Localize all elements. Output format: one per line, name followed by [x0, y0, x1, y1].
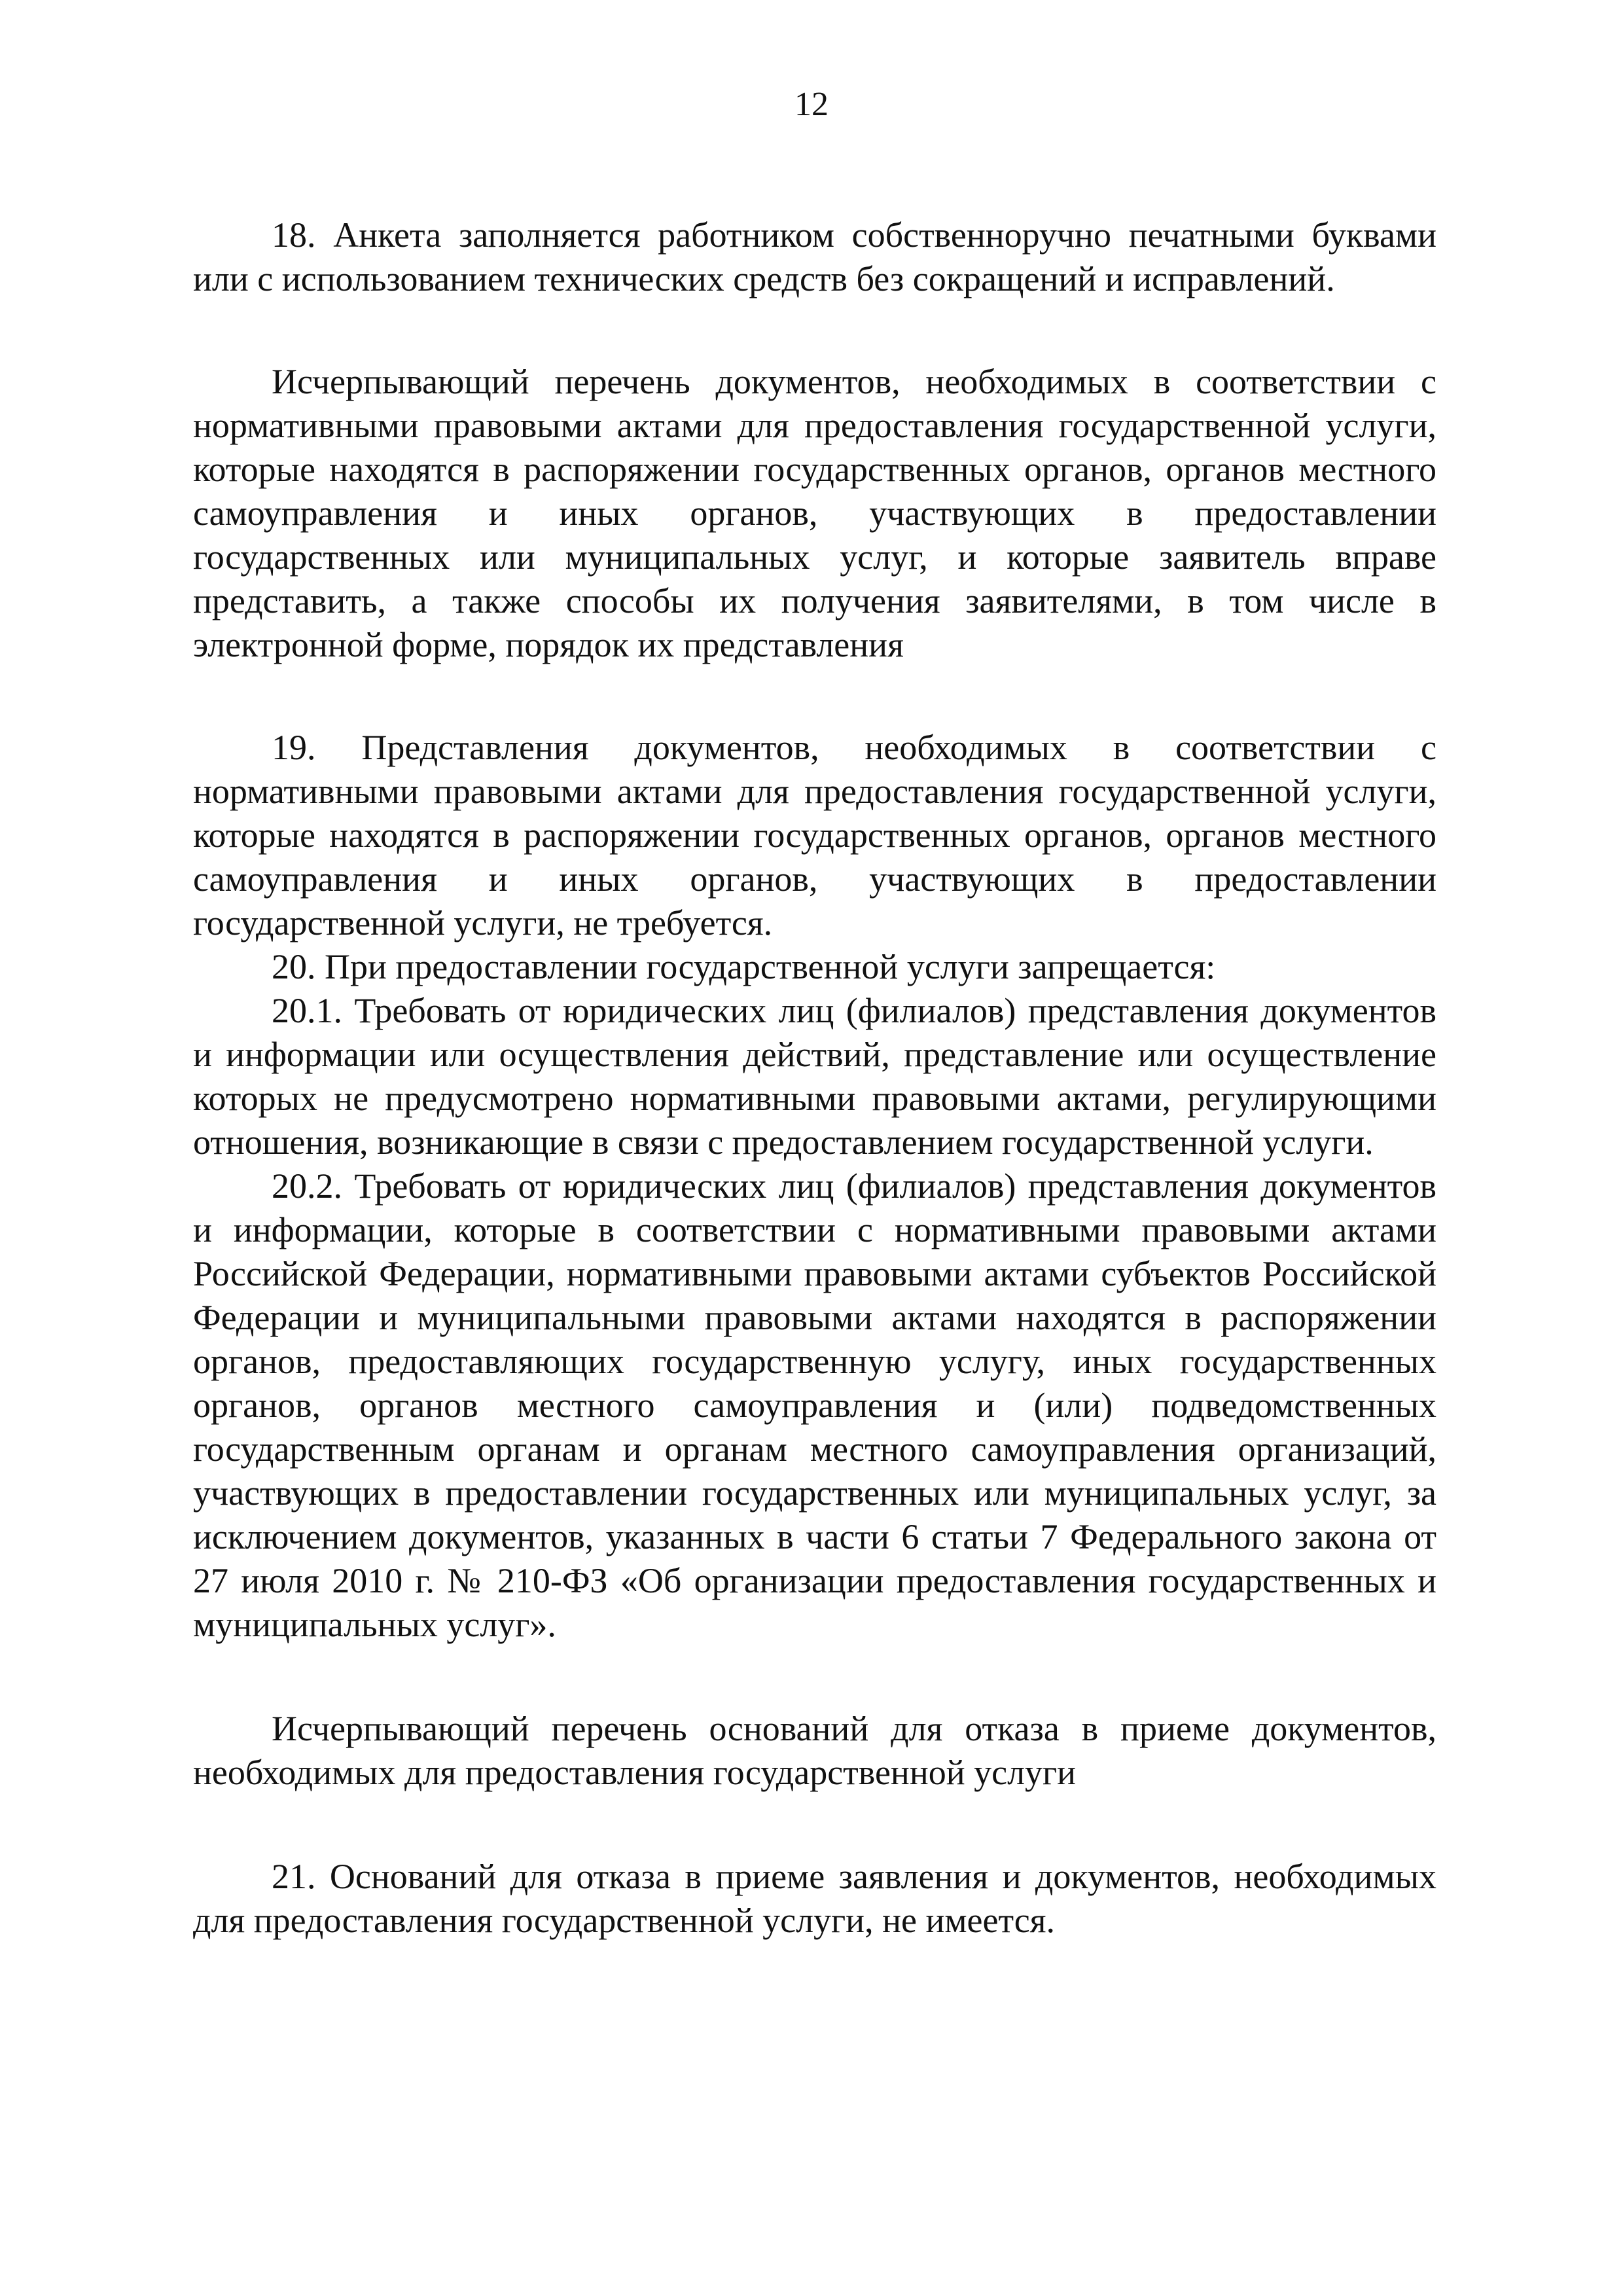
- section-heading-refusal: Исчерпывающий перечень оснований для отказа в приеме документов, необходимых для предоставления государственной услуги: [193, 1709, 1436, 1792]
- section-heading-documents: Исчерпывающий перечень документов, необходимых в соответствии с нормативными правовыми актами для предоставления государственной услуги, которые находятся в распоряжении государственных органов, органов местного самоуправления и иных органов, участвующих в предоставлении государственных или муниципальных услуг, и которые заявитель вправе представить, а также способы их получения заявителями, в том числе в электронной форме, порядок их представления: [193, 362, 1436, 664]
- paragraph-20-1: 20.1. Требовать от юридических лиц (филиалов) представления документов и информации или осуществления действий, представление или осуществление которых не предусмотрено нормативными правовыми актами, регулирующими отношения, возникающие в связи с предоставлением государственной услуги.: [193, 991, 1436, 1162]
- paragraph-19: 19. Представления документов, необходимых в соответствии с нормативными правовыми актами для предоставления государственной услуги, которые находятся в распоряжении государственных органов, органов местного самоуправления и иных органов, участвующих в предоставлении государственной услуги, не требуется.: [193, 728, 1436, 942]
- paragraph-20-2: 20.2. Требовать от юридических лиц (филиалов) представления документов и информации, которые в соответствии с нормативными правовыми актами Российской Федерации, нормативными правовыми актами субъектов Российской Федерации и муниципальными правовыми актами находятся в распоряжении органов, предоставляющих государственную услугу, иных государственных органов, органов местного самоуправления и (или) подведомственных государственным органам и органам местного самоуправления организаций, участвующих в предоставлении государственных или муниципальных услуг, за исключением документов, указанных в части 6 статьи 7 Федерального закона от 27 июля 2010 г. № 210-ФЗ «Об организации предоставления государственных и муниципальных услуг».: [193, 1166, 1436, 1644]
- page-number: 12: [794, 86, 829, 123]
- paragraph-20: 20. При предоставлении государственной услуги запрещается:: [272, 947, 1216, 986]
- paragraph-21: 21. Оснований для отказа в приеме заявления и документов, необходимых для предоставления государственной услуги, не имеется.: [193, 1857, 1436, 1940]
- paragraph-18: 18. Анкета заполняется работником собственноручно печатными буквами или с использованием технических средств без сокращений и исправлений.: [193, 215, 1436, 298]
